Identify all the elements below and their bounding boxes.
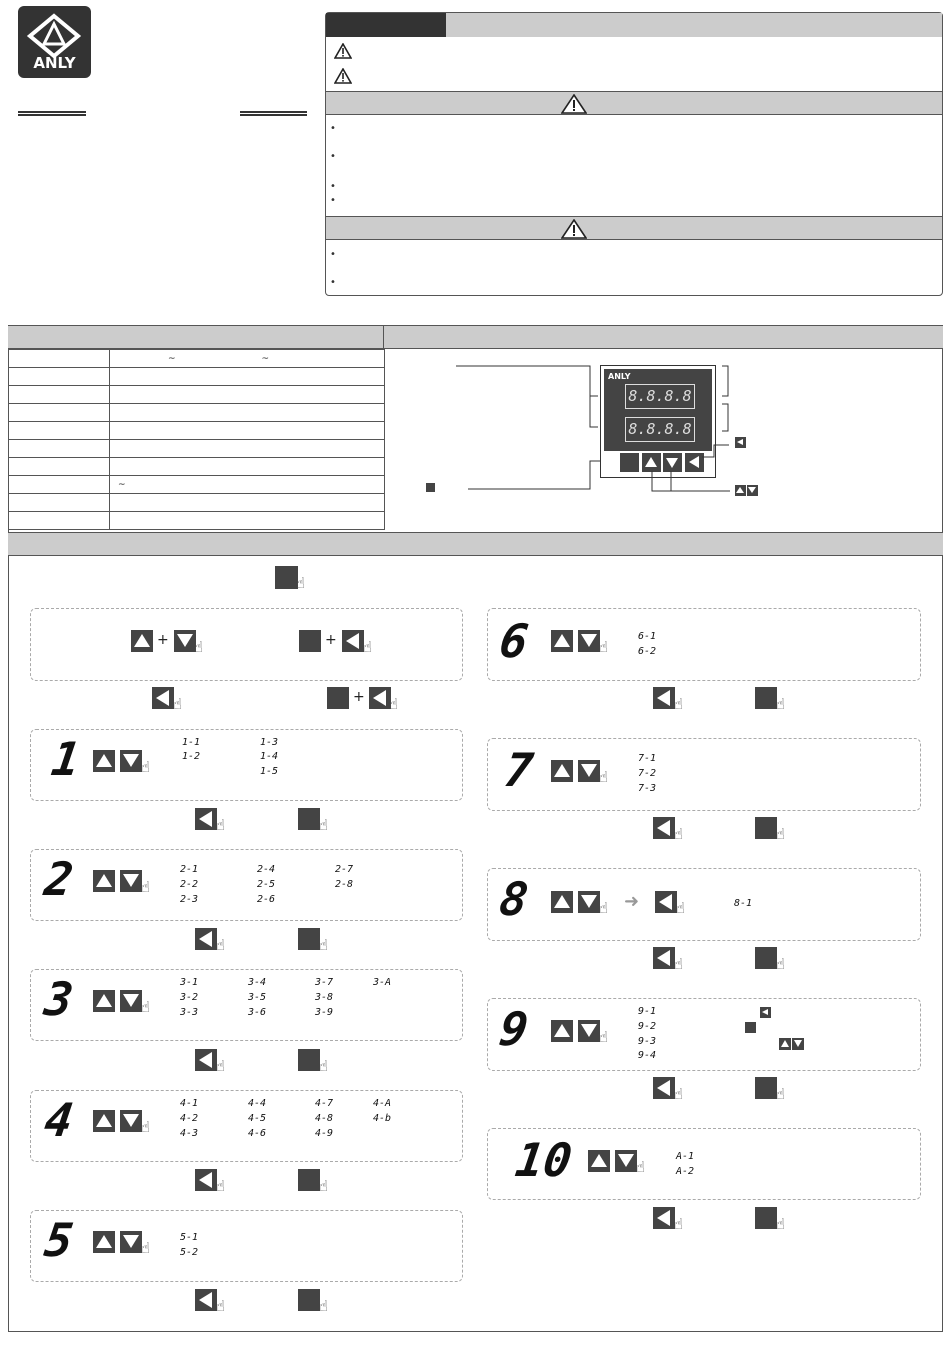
- shift-key-legend: [735, 437, 746, 448]
- param-code: 4-6: [248, 1128, 267, 1139]
- up-arrow-icon: [96, 994, 112, 1007]
- section-number: 10: [512, 1133, 576, 1187]
- section-number: 8: [496, 872, 532, 926]
- shift-key: [653, 1077, 675, 1099]
- down-arrow-icon: [581, 634, 597, 647]
- shift-key: [653, 947, 675, 969]
- up-arrow-icon: [96, 874, 112, 887]
- down-key-legend: [747, 485, 758, 496]
- hand-press-icon: ☝: [319, 816, 329, 834]
- entry-panel: [30, 608, 463, 681]
- param-code: 6-2: [638, 646, 657, 657]
- set-key: [755, 817, 777, 839]
- up-key: [551, 891, 573, 913]
- param-code: 4-3: [180, 1128, 199, 1139]
- hand-press-icon: ☝: [776, 825, 786, 843]
- shift-key: [195, 1049, 217, 1071]
- hand-press-icon: ☝: [141, 1239, 151, 1257]
- set-key: [298, 1049, 320, 1071]
- title-rule-left: [18, 111, 86, 116]
- param-code: 9-3: [638, 1036, 657, 1047]
- up-arrow-icon: [736, 487, 744, 493]
- hand-press-icon: ☝: [141, 758, 151, 776]
- left-arrow-icon: [657, 950, 670, 966]
- caution-triangle-icon: [334, 68, 352, 84]
- hand-press-icon: ☝: [296, 574, 306, 592]
- spec-header: [8, 325, 384, 349]
- up-key: [551, 1020, 573, 1042]
- left-arrow-icon: [657, 1210, 670, 1226]
- spec-table: [8, 349, 385, 530]
- panel-header: [384, 325, 943, 349]
- left-arrow-icon: [199, 1052, 212, 1068]
- param-code: 4-7: [315, 1098, 334, 1109]
- warning-icon: [561, 94, 587, 114]
- up-arrow-icon: [554, 764, 570, 777]
- hand-press-icon: ☝: [216, 1177, 226, 1195]
- param-code: 3-1: [180, 977, 199, 988]
- param-code: A-1: [676, 1151, 695, 1162]
- param-code: 3-9: [315, 1007, 334, 1018]
- left-arrow-icon: [657, 1080, 670, 1096]
- param-code: 9-2: [638, 1021, 657, 1032]
- param-code: 1-2: [182, 751, 201, 762]
- param-code: 2-3: [180, 894, 199, 905]
- section-number: 5: [41, 1213, 77, 1267]
- hand-press-icon: ☝: [216, 816, 226, 834]
- param-code: 4-b: [373, 1113, 392, 1124]
- hand-press-icon: ☝: [173, 695, 183, 713]
- shift-key: [152, 687, 174, 709]
- up-arrow-icon: [96, 754, 112, 767]
- down-key: [120, 1231, 142, 1253]
- shift-key: [195, 808, 217, 830]
- set-key: [755, 1077, 777, 1099]
- param-code: 4-8: [315, 1113, 334, 1124]
- param-code: 1-3: [260, 737, 279, 748]
- hand-press-icon: ☝: [776, 1085, 786, 1103]
- logo-text: ANLY: [33, 54, 76, 72]
- down-key: [120, 990, 142, 1012]
- shift-key: [342, 630, 364, 652]
- down-key: [578, 891, 600, 913]
- hand-press-icon: ☝: [216, 1297, 226, 1315]
- up-key-legend: [779, 1038, 791, 1050]
- param-code: 2-1: [180, 864, 199, 875]
- down-arrow-icon: [123, 1235, 139, 1248]
- pv-display: 8.8.8.8: [625, 384, 695, 409]
- down-arrow-icon: [748, 487, 756, 493]
- section-number: 3: [41, 972, 77, 1026]
- hand-press-icon: ☝: [194, 638, 204, 656]
- down-key: [615, 1150, 637, 1172]
- hand-press-icon: ☝: [599, 638, 609, 656]
- sv-display: 8.8.8.8: [625, 417, 695, 442]
- down-key: [578, 630, 600, 652]
- notice-tab: [326, 13, 446, 37]
- shift-key: [653, 1207, 675, 1229]
- param-code: 3-4: [248, 977, 267, 988]
- tilde: ~: [261, 353, 270, 364]
- down-arrow-icon: [123, 754, 139, 767]
- logo-emblem-icon: [18, 10, 91, 58]
- hand-press-icon: ☝: [319, 1177, 329, 1195]
- section-number: 7: [501, 743, 537, 797]
- param-code: 7-2: [638, 768, 657, 779]
- param-code: 7-3: [638, 783, 657, 794]
- callout-lines: [384, 349, 943, 532]
- hand-press-icon: ☝: [776, 955, 786, 973]
- left-arrow-icon: [156, 690, 169, 706]
- up-arrow-icon: [96, 1235, 112, 1248]
- param-code: 3-7: [315, 977, 334, 988]
- down-key: [120, 750, 142, 772]
- hand-press-icon: ☝: [319, 1057, 329, 1075]
- down-arrow-icon: [794, 1040, 802, 1047]
- param-code: 2-5: [257, 879, 276, 890]
- hand-press-icon: ☝: [776, 1215, 786, 1233]
- set-key: [275, 566, 298, 589]
- warning-triangle-icon: [334, 43, 352, 59]
- param-code: 9-1: [638, 1006, 657, 1017]
- down-arrow-icon: [123, 994, 139, 1007]
- hand-press-icon: ☝: [363, 638, 373, 656]
- param-code: 4-1: [180, 1098, 199, 1109]
- param-code: 1-4: [260, 751, 279, 762]
- param-code: 4-4: [248, 1098, 267, 1109]
- safety-notice-box: [325, 12, 943, 296]
- bullet: •: [330, 277, 336, 288]
- hand-press-icon: ☝: [674, 955, 684, 973]
- section-number: 9: [496, 1002, 532, 1056]
- hand-press-icon: ☝: [599, 1028, 609, 1046]
- caution-icon: [561, 219, 587, 239]
- shift-key: [195, 928, 217, 950]
- hand-press-icon: ☝: [216, 936, 226, 954]
- set-key: [327, 687, 349, 709]
- down-key: [174, 630, 196, 652]
- notice-header-bar: [446, 13, 942, 37]
- bullet: •: [330, 123, 336, 134]
- param-code: 2-8: [335, 879, 354, 890]
- param-code: 1-5: [260, 766, 279, 777]
- set-key: [299, 630, 321, 652]
- param-code: 7-1: [638, 753, 657, 764]
- param-code: 2-4: [257, 864, 276, 875]
- left-arrow-icon: [657, 690, 670, 706]
- left-arrow-icon: [373, 690, 386, 706]
- left-arrow-icon: [657, 820, 670, 836]
- bullet: •: [330, 249, 336, 260]
- hand-press-icon: ☝: [676, 899, 686, 917]
- up-key: [93, 870, 115, 892]
- set-key-legend: [426, 483, 435, 492]
- up-key: [551, 630, 573, 652]
- operation-header: [8, 532, 943, 556]
- hand-press-icon: ☝: [599, 899, 609, 917]
- hand-press-icon: ☝: [389, 695, 399, 713]
- up-arrow-icon: [591, 1154, 607, 1167]
- down-key: [578, 1020, 600, 1042]
- plus-icon: +: [157, 632, 169, 648]
- tilde: ~: [168, 353, 176, 364]
- tilde: ~: [118, 479, 126, 490]
- plus-icon: +: [325, 632, 337, 648]
- param-code: 3-8: [315, 992, 334, 1003]
- hand-press-icon: ☝: [599, 768, 609, 786]
- up-key-legend: [735, 485, 746, 496]
- hand-press-icon: ☝: [141, 1118, 151, 1136]
- down-arrow-icon: [618, 1154, 634, 1167]
- param-code: A-2: [676, 1166, 695, 1177]
- left-arrow-icon: [737, 439, 743, 445]
- section-number: 1: [48, 732, 84, 786]
- shift-key: [195, 1289, 217, 1311]
- param-code: 9-4: [638, 1050, 657, 1061]
- set-key: [755, 1207, 777, 1229]
- param-code: 2-2: [180, 879, 199, 890]
- up-key: [93, 750, 115, 772]
- up-key: [131, 630, 153, 652]
- shift-key: [369, 687, 391, 709]
- param-code: 6-1: [638, 631, 657, 642]
- param-code: 2-6: [257, 894, 276, 905]
- param-code: 4-9: [315, 1128, 334, 1139]
- left-arrow-icon: [199, 1292, 212, 1308]
- left-arrow-icon: [199, 1172, 212, 1188]
- arrow-right-icon: ➜: [624, 891, 640, 912]
- left-arrow-icon: [762, 1009, 768, 1015]
- up-arrow-icon: [554, 634, 570, 647]
- up-arrow-icon: [554, 895, 570, 908]
- up-arrow-icon: [554, 1024, 570, 1037]
- down-arrow-icon: [123, 1114, 139, 1127]
- down-arrow-icon: [581, 895, 597, 908]
- shift-key: [653, 817, 675, 839]
- set-key: [298, 928, 320, 950]
- set-key: [298, 1289, 320, 1311]
- down-key: [578, 760, 600, 782]
- set-key-legend: [745, 1022, 756, 1033]
- param-code: 4-A: [373, 1098, 392, 1109]
- down-arrow-icon: [581, 1024, 597, 1037]
- shift-key: [195, 1169, 217, 1191]
- bullet: •: [330, 151, 336, 162]
- section-number: 6: [496, 614, 532, 668]
- param-code: 5-2: [180, 1247, 199, 1258]
- section-number: 2: [41, 852, 77, 906]
- hand-press-icon: ☝: [674, 695, 684, 713]
- up-key: [551, 760, 573, 782]
- param-code: 4-2: [180, 1113, 199, 1124]
- hand-press-icon: ☝: [674, 1215, 684, 1233]
- hand-press-icon: ☝: [776, 695, 786, 713]
- param-code: 2-7: [335, 864, 354, 875]
- down-key-legend: [792, 1038, 804, 1050]
- up-arrow-icon: [96, 1114, 112, 1127]
- hand-press-icon: ☝: [636, 1158, 646, 1176]
- down-arrow-icon: [177, 634, 193, 647]
- bullet: •: [330, 195, 336, 206]
- shift-key-legend: [760, 1007, 771, 1018]
- set-key: [298, 1169, 320, 1191]
- brand-logo: [18, 6, 91, 78]
- set-key: [755, 687, 777, 709]
- down-arrow-icon: [581, 764, 597, 777]
- left-arrow-icon: [199, 811, 212, 827]
- set-key: [755, 947, 777, 969]
- left-arrow-icon: [346, 633, 359, 649]
- up-arrow-icon: [134, 634, 150, 647]
- down-arrow-icon: [123, 874, 139, 887]
- set-key: [298, 808, 320, 830]
- shift-key: [655, 891, 677, 913]
- title-rule-right: [240, 111, 307, 116]
- up-key: [93, 1231, 115, 1253]
- hand-press-icon: ☝: [141, 878, 151, 896]
- hand-press-icon: ☝: [674, 825, 684, 843]
- shift-key: [653, 687, 675, 709]
- up-key: [93, 990, 115, 1012]
- param-code: 4-5: [248, 1113, 267, 1124]
- param-code: 3-2: [180, 992, 199, 1003]
- down-key: [120, 1110, 142, 1132]
- param-code: 1-1: [182, 737, 201, 748]
- device-brand: ANLY: [608, 372, 631, 381]
- hand-press-icon: ☝: [216, 1057, 226, 1075]
- left-arrow-icon: [659, 894, 672, 910]
- hand-press-icon: ☝: [674, 1085, 684, 1103]
- hand-press-icon: ☝: [319, 1297, 329, 1315]
- param-code: 3-3: [180, 1007, 199, 1018]
- param-code: 3-6: [248, 1007, 267, 1018]
- param-code: 3-5: [248, 992, 267, 1003]
- section-number: 4: [41, 1093, 77, 1147]
- up-key: [93, 1110, 115, 1132]
- bullet: •: [330, 181, 336, 192]
- warning-header: [326, 91, 942, 115]
- param-code: 5-1: [180, 1232, 199, 1243]
- hand-press-icon: ☝: [319, 936, 329, 954]
- param-code: 8-1: [734, 898, 753, 909]
- caution-header: [326, 216, 942, 240]
- down-key: [120, 870, 142, 892]
- plus-icon: +: [353, 689, 365, 705]
- param-code: 3-A: [373, 977, 392, 988]
- up-key: [588, 1150, 610, 1172]
- hand-press-icon: ☝: [141, 998, 151, 1016]
- left-arrow-icon: [199, 931, 212, 947]
- up-arrow-icon: [781, 1040, 789, 1047]
